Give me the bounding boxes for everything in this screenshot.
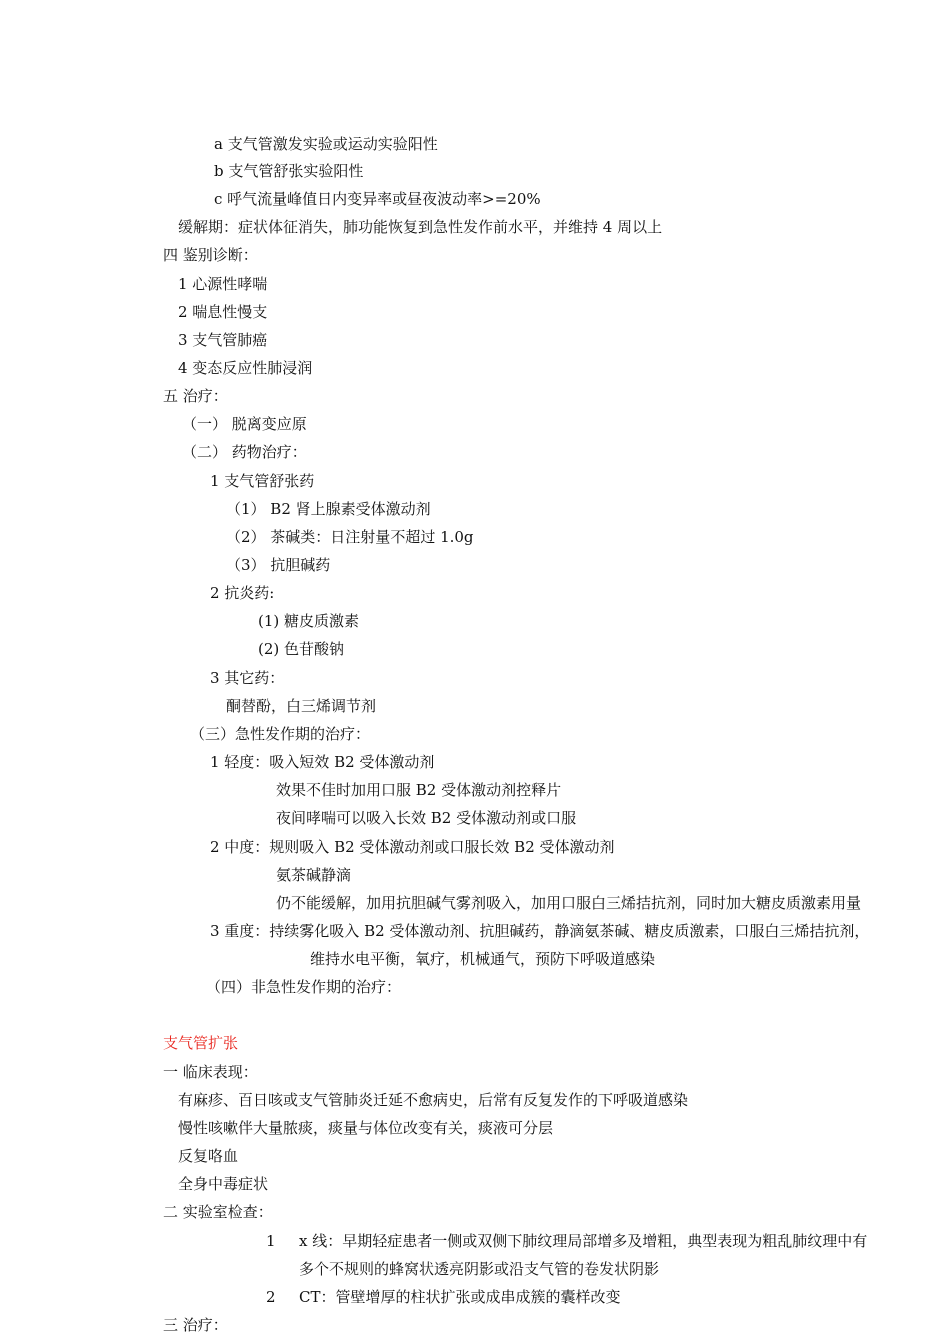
text-line: 2 抗炎药: bbox=[210, 584, 275, 602]
text-line: 3 重度：持续雾化吸入 B2 受体激动剂、抗胆碱药，静滴氨茶碱、糖皮质激素，口服白三烯拮抗剂， bbox=[210, 922, 870, 940]
list-number: 2 bbox=[266, 1288, 276, 1306]
text-line: (2) 色苷酸钠 bbox=[258, 640, 345, 658]
text-line: 3 其它药： bbox=[210, 669, 285, 687]
text-line: CT：管壁增厚的柱状扩张或成串成簇的囊样改变 bbox=[299, 1288, 621, 1306]
text-line: （2） 茶碱类：日注射量不超过 1.0g bbox=[226, 528, 474, 546]
text-line: 维持水电平衡，氧疗，机械通气，预防下呼吸道感染 bbox=[310, 950, 656, 968]
text-line: 缓解期：症状体征消失，肺功能恢复到急性发作前水平，并维持 4 周以上 bbox=[178, 218, 663, 236]
text-line: 酮替酚，白三烯调节剂 bbox=[226, 697, 377, 715]
text-line: 4 变态反应性肺浸润 bbox=[178, 359, 313, 377]
text-line: （3） 抗胆碱药 bbox=[226, 556, 331, 574]
text-line: 多个不规则的蜂窝状透亮阴影或沿支气管的卷发状阴影 bbox=[299, 1260, 660, 1278]
chapter-title: 支气管扩张 bbox=[163, 1034, 239, 1052]
text-line: (1) 糖皮质激素 bbox=[258, 612, 360, 630]
text-line: 1 支气管舒张药 bbox=[210, 472, 315, 490]
text-line: 有麻疹、百日咳或支气管肺炎迁延不愈病史，后常有反复发作的下呼吸道感染 bbox=[178, 1091, 689, 1109]
text-line: 夜间哮喘可以吸入长效 B2 受体激动剂或口服 bbox=[276, 809, 577, 827]
section-heading: 一 临床表现： bbox=[163, 1063, 258, 1081]
text-line: （三）急性发作期的治疗： bbox=[190, 725, 371, 743]
text-line: c 呼气流量峰值日内变异率或昼夜波动率>=20% bbox=[214, 190, 541, 208]
list-number: 1 bbox=[266, 1232, 276, 1250]
text-line: （1） B2 肾上腺素受体激动剂 bbox=[226, 500, 431, 518]
text-line: 1 心源性哮喘 bbox=[178, 275, 268, 293]
text-line: 2 喘息性慢支 bbox=[178, 303, 268, 321]
text-line: 2 中度：规则吸入 B2 受体激动剂或口服长效 B2 受体激动剂 bbox=[210, 838, 615, 856]
text-line: a 支气管激发实验或运动实验阳性 bbox=[214, 135, 438, 153]
section-heading: 四 鉴别诊断： bbox=[163, 246, 258, 264]
section-heading: 五 治疗： bbox=[163, 387, 228, 405]
text-line: 3 支气管肺癌 bbox=[178, 331, 268, 349]
text-line: （二） 药物治疗： bbox=[182, 443, 307, 461]
text-line: （一） 脱离变应原 bbox=[182, 415, 307, 433]
section-heading: 三 治疗： bbox=[163, 1316, 228, 1334]
text-line: 1 轻度：吸入短效 B2 受体激动剂 bbox=[210, 753, 435, 771]
text-line: 反复咯血 bbox=[178, 1147, 239, 1165]
text-line: 仍不能缓解，加用抗胆碱气雾剂吸入，加用口服白三烯拮抗剂，同时加大糖皮质激素用量 bbox=[276, 894, 862, 912]
text-line: 全身中毒症状 bbox=[178, 1175, 269, 1193]
text-line: 效果不佳时加用口服 B2 受体激动剂控释片 bbox=[276, 781, 562, 799]
text-line: 慢性咳嗽伴大量脓痰，痰量与体位改变有关，痰液可分层 bbox=[178, 1119, 554, 1137]
text-line: （四）非急性发作期的治疗： bbox=[206, 978, 402, 996]
text-line: x 线：早期轻症患者一侧或双侧下肺纹理局部增多及增粗，典型表现为粗乱肺纹理中有 bbox=[299, 1232, 868, 1250]
section-heading: 二 实验室检查： bbox=[163, 1203, 273, 1221]
text-line: b 支气管舒张实验阳性 bbox=[214, 162, 364, 180]
text-line: 氨茶碱静滴 bbox=[276, 866, 352, 884]
